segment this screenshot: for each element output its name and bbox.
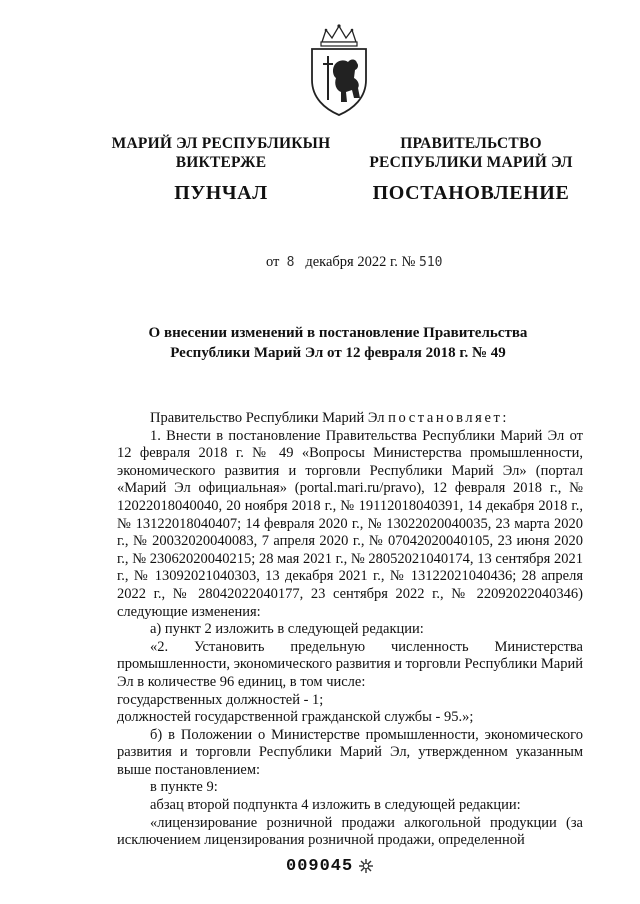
header-left-doc-type: ПУНЧАЛ xyxy=(174,182,268,204)
intro-text: Правительство Республики Марий Эл xyxy=(150,410,385,426)
header-right-line2: РЕСПУБЛИКИ МАРИЙ ЭЛ xyxy=(369,154,573,171)
paragraph-6: б) в Положении о Министерстве промышленности, экономического развития и торговли Республики Марий Эл, утвержденном указанным выше постановлением: xyxy=(117,726,583,778)
date-rest: декабря 2022 г. № xyxy=(305,254,416,270)
intro-decree-word: постановляет: xyxy=(388,410,510,426)
paragraph-2: а) пункт 2 изложить в следующей редакции: xyxy=(150,621,424,638)
document-date-line xyxy=(266,254,443,271)
serial-number: 009045 xyxy=(286,857,354,876)
date-prefix: от xyxy=(266,254,280,270)
header-right-line1: ПРАВИТЕЛЬСТВО xyxy=(400,135,542,152)
paragraph-3: «2. Установить предельную численность Министерства промышленности, экономического развития и торговли Республики Марий Эл в количестве 96 единиц, в том числе: xyxy=(117,638,583,690)
document-title xyxy=(120,323,556,363)
header-left-block xyxy=(96,134,346,206)
header-left-line1: МАРИЙ ЭЛ РЕСПУБЛИКЫН xyxy=(111,135,331,152)
paragraph-8: абзац второй подпункта 4 изложить в следующей редакции: xyxy=(150,797,521,814)
paragraph-7: в пункте 9: xyxy=(150,779,218,796)
paragraph-9: «лицензирование розничной продажи алкогольной продукции (за исключением лицензирования розничной продажи, определенной xyxy=(117,814,583,849)
header-left-line2: ВИКТЕРЖЕ xyxy=(175,154,267,171)
header-right-doc-type: ПОСТАНОВЛЕНИЕ xyxy=(372,182,570,204)
document-number: 510 xyxy=(419,255,443,270)
coat-of-arms-icon xyxy=(304,22,374,118)
date-day: 8 xyxy=(286,255,295,270)
paragraph-1: 1. Внести в постановление Правительства Республики Марий Эл от 12 февраля 2018 г. № 49 «Вопросы Министерства промышленности, экономического развития и торговли Республики Марий Эл» (портал «Марий Эл официальная» (portal.mari.ru/pravo), 12 февраля 2018 г., № 12022018040040, 20 ноября 2018 г., № 19112018040391, 14 декабря 2018 г., № 13122018040407; 14 февраля 2020 г., № 13022020040035, 23 марта 2020 г., № 20032020040083, 7 апреля 2020 г., № 07042020040105, 23 июня 2020 г., № 23062020040215; 28 мая 2021 г., № 28052021040174, 13 сентября 2021 г., № 13092021040303, 13 декабря 2021 г., № 13122021040436; 28 апреля 2022 г., № 28042022040177, 23 сентября 2022 г., № 22092022040346) следующие изменения: xyxy=(117,427,583,620)
title-line1: О внесении изменений в постановление Правительства xyxy=(148,325,528,341)
title-line2: Республики Марий Эл от 12 февраля 2018 г. № 49 xyxy=(170,345,506,361)
paragraph-5: должностей государственной гражданской службы - 95.»; xyxy=(117,709,474,726)
asterisk-stamp-icon xyxy=(358,858,374,874)
header-right-block xyxy=(350,134,592,206)
document-body xyxy=(117,410,583,850)
paragraph-4: государственных должностей - 1; xyxy=(117,691,324,708)
intro-paragraph xyxy=(117,410,583,428)
